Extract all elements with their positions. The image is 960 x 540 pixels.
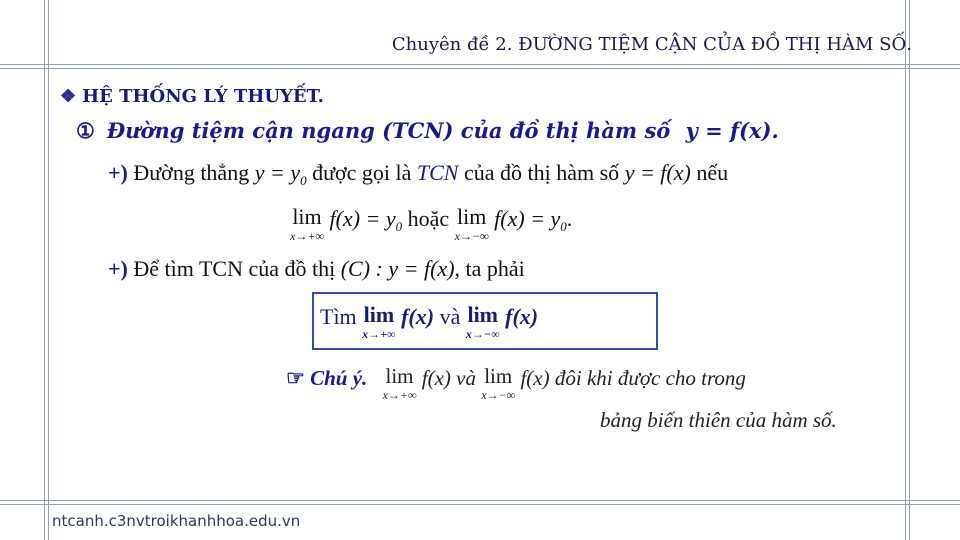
frame-line-left-inner bbox=[48, 0, 49, 540]
box-limit-plus-inf bbox=[362, 304, 395, 340]
def-text-2: được gọi là bbox=[312, 160, 412, 185]
note-fx-1: f(x) bbox=[421, 366, 451, 390]
lim-operator: lim bbox=[363, 302, 395, 327]
plus-marker: +) bbox=[108, 160, 128, 185]
def-text-1: Đường thẳng bbox=[133, 160, 250, 185]
lim-subscript: x→+∞ bbox=[382, 388, 417, 402]
limit-expr-2 bbox=[494, 206, 567, 234]
method-text-2: , ta phải bbox=[454, 256, 525, 281]
limit-expr-1-main: f(x) = y bbox=[329, 206, 396, 231]
pointing-hand-icon: ☞ bbox=[286, 366, 305, 390]
note-fx-2: f(x) bbox=[520, 366, 550, 390]
period: . bbox=[566, 206, 573, 231]
lim-operator: lim bbox=[292, 204, 322, 229]
section-title-text: HỆ THỐNG LÝ THUYẾT. bbox=[82, 86, 324, 107]
diamond-bullet-icon: ❖ bbox=[60, 86, 77, 107]
limit-expr-1 bbox=[329, 206, 403, 234]
and-text: và bbox=[439, 304, 461, 329]
note-limit-plus-inf bbox=[383, 366, 417, 401]
frame-line-bottom-2 bbox=[0, 504, 960, 505]
item-heading-text: Đường tiệm cận ngang (TCN) của đồ thị hàm số bbox=[106, 118, 671, 143]
def-formula-y0 bbox=[254, 160, 307, 188]
def-text-3: của đồ thị hàm số bbox=[463, 160, 620, 185]
box-limit-minus-inf bbox=[466, 304, 500, 340]
note-title: Chú ý. bbox=[310, 366, 368, 390]
page-header: Chuyên đề 2. ĐƯỜNG TIỆM CẬN CỦA ĐỒ THỊ HÀM SỐ. bbox=[391, 34, 912, 55]
find-text: Tìm bbox=[320, 304, 357, 329]
limit-plus-inf bbox=[290, 206, 324, 242]
lim-operator: lim bbox=[467, 302, 499, 327]
limit-condition-line bbox=[290, 206, 572, 242]
lim-subscript: x→−∞ bbox=[454, 229, 489, 243]
note-line bbox=[286, 366, 746, 401]
circled-one-icon: ① bbox=[76, 118, 95, 143]
or-text: hoặc bbox=[407, 206, 450, 231]
limit-expr-2-main: f(x) = y bbox=[494, 206, 561, 231]
item-heading bbox=[76, 118, 779, 143]
plus-marker: +) bbox=[108, 256, 128, 281]
frame-line-left-outer bbox=[44, 0, 45, 540]
lim-operator: lim bbox=[484, 364, 513, 388]
lim-subscript: x→−∞ bbox=[465, 327, 500, 341]
lim-subscript: x→+∞ bbox=[362, 327, 396, 341]
frame-line-bottom bbox=[0, 500, 960, 501]
frame-line-right-outer bbox=[905, 0, 906, 540]
method-text-1: Để tìm TCN của đồ thị bbox=[133, 256, 336, 281]
def-formula-y0-main: y = y bbox=[254, 160, 301, 185]
item-heading-formula: y = f(x). bbox=[685, 118, 779, 143]
lim-operator: lim bbox=[456, 204, 487, 229]
note-limit-minus-inf bbox=[481, 366, 515, 401]
limit-minus-inf bbox=[455, 206, 489, 242]
box-fx-1: f(x) bbox=[401, 304, 435, 329]
note-text-1: đôi khi được cho trong bbox=[554, 366, 746, 390]
section-title bbox=[60, 86, 324, 107]
def-formula-y0-sub: 0 bbox=[300, 173, 307, 188]
frame-line-top-2 bbox=[0, 68, 960, 69]
limit-expr-2-sub: 0 bbox=[560, 219, 567, 234]
footer-website: ntcanh.c3nvtroikhanhhoa.edu.vn bbox=[52, 512, 301, 530]
lim-subscript: x→−∞ bbox=[481, 388, 516, 402]
lim-operator: lim bbox=[385, 364, 414, 388]
box-content bbox=[320, 304, 538, 340]
box-fx-2: f(x) bbox=[505, 304, 539, 329]
lim-subscript: x→+∞ bbox=[290, 229, 324, 243]
note-and: và bbox=[456, 366, 476, 390]
def-text-4: nếu bbox=[696, 160, 729, 185]
definition-line bbox=[108, 160, 728, 189]
method-formula: (C) : y = f(x) bbox=[340, 256, 455, 281]
tcn-term: TCN bbox=[416, 160, 459, 185]
method-line bbox=[108, 256, 525, 282]
frame-line-right-inner bbox=[909, 0, 910, 540]
frame-line-top bbox=[0, 64, 960, 65]
limit-expr-1-sub: 0 bbox=[395, 219, 403, 234]
note-line-2: bảng biến thiên của hàm số. bbox=[600, 408, 837, 432]
def-formula-fx: y = f(x) bbox=[624, 160, 691, 185]
